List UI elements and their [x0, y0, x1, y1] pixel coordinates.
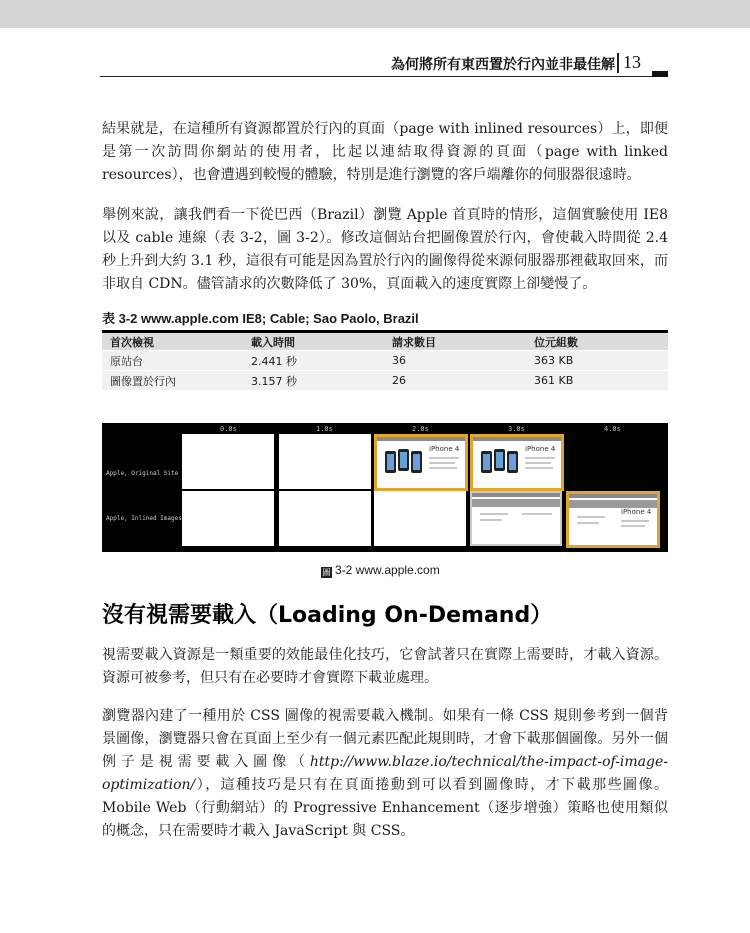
paragraph-4 [102, 705, 668, 843]
image-band [569, 500, 657, 508]
text-line [577, 516, 605, 518]
text-line [522, 513, 552, 515]
phone-screen [483, 454, 490, 470]
text-line [621, 525, 645, 527]
table-cell: 原站台 [102, 351, 243, 371]
phone-screen [387, 454, 394, 470]
frame-blank [279, 491, 371, 546]
top-gray-band [0, 0, 750, 28]
header-marker [652, 71, 668, 77]
table-row [102, 371, 668, 391]
section-title: 沒有視需要載入（Loading On-Demand） [102, 603, 553, 628]
table-cell: 圖像置於行內 [102, 371, 243, 391]
frame-loaded [566, 491, 660, 548]
phone-image [385, 451, 396, 473]
text-line [525, 462, 551, 464]
text-line [525, 467, 553, 469]
frame-title: iPhone 4 [621, 508, 652, 516]
table-cell: 3.157 秒 [243, 371, 384, 391]
phone-image [494, 449, 505, 471]
time-tick: 2.0s [412, 425, 429, 433]
text-line [480, 519, 502, 521]
paragraph-4-text: ），這種技巧是只有在頁面捲動到可以看到圖像時，才下載那些圖像。Mobile Web（行動網站）的 Progressive Enhancement（逐步增強）策略也使用類似的概念，只在需要時才載入 JavaScript 與 CSS。 [102, 777, 668, 839]
text-line [621, 520, 649, 522]
filmstrip-figure [102, 423, 668, 552]
header-cell: 載入時間 [243, 333, 384, 351]
phone-screen [509, 454, 516, 470]
phone-image [481, 451, 492, 473]
phone-screen [400, 452, 407, 468]
phone-image [507, 451, 518, 473]
text-line [429, 467, 457, 469]
time-tick: 1.0s [316, 425, 333, 433]
row-label-inlined: Apple, Inlined Images [106, 515, 182, 522]
paragraph-4-text: 瀏覽器內建了一種用於 CSS 圖像的視需要載入機制。如果有一條 CSS 規則參考到一個背景圖像，瀏覽器只會在頁面上至少有一個元素匹配此規則時，才會下載那個圖像。另外一個例子是視需要載入圖像（ [102, 708, 668, 770]
frame-title: iPhone 4 [429, 445, 460, 453]
mini-nav [473, 437, 561, 441]
frame-partial [470, 491, 562, 546]
phone-image [411, 451, 422, 473]
table-cell: 363 KB [526, 351, 668, 371]
row-label-original: Apple, Original Site [106, 470, 179, 477]
text-line [429, 457, 459, 459]
mini-nav [472, 493, 560, 497]
header-cell: 請求數目 [384, 333, 526, 351]
figure-caption-text: 3-2 www.apple.com [335, 563, 440, 577]
header-cell: 首次檢視 [102, 333, 243, 351]
frame-blank [279, 434, 371, 489]
text-line [525, 457, 555, 459]
table-caption: 表 3-2 www.apple.com IE8; Cable; Sao Paolo, Brazil [102, 311, 419, 326]
paragraph-2: 舉例來說，讓我們看一下從巴西（Brazil）瀏覽 Apple 首頁時的情形，這個實驗使用 IE8 以及 cable 連線（表 3-2，圖 3-2）。修改這個站台把圖像置於行內，會使載入時間從 2.4 秒上升到大約 3.1 秒，這很有可能是因為置於行內的圖像得從來源伺服器那裡截取回來，而非取自 CDN。儘管請求的次數降低了 30%，頁面載入的速度實際上卻變慢了。 [102, 207, 668, 292]
mini-nav [377, 437, 465, 441]
frame-loaded [374, 434, 468, 491]
phone-screen [496, 452, 503, 468]
running-header [0, 50, 750, 80]
frame-blank [374, 491, 466, 546]
image-band [472, 499, 560, 507]
header-separator [617, 53, 619, 73]
paragraph-1: 結果就是，在這種所有資源都置於行內的頁面（page with inlined resources）上，即便是第一次訪問你網站的使用者，比起以連結取得資源的頁面（page with linked resources），也會遭遇到較慢的體驗，特別是進行瀏覽的客戶端離你的伺服器很遠時。 [102, 121, 668, 183]
frame-blank [182, 434, 274, 489]
time-tick: 4.0s [604, 425, 621, 433]
article-link[interactable]: http://www.blaze.io/technical/the-impact-of-image-optimization/ [102, 754, 668, 793]
table-cell: 26 [384, 371, 526, 391]
results-table [102, 333, 668, 390]
page-number: 13 [623, 52, 641, 72]
table-row [102, 351, 668, 371]
phone-screen [413, 454, 420, 470]
frame-loaded [470, 434, 564, 491]
figure-caption [321, 563, 440, 578]
phone-image [398, 449, 409, 471]
frame-title: iPhone 4 [525, 445, 556, 453]
table-cell: 361 KB [526, 371, 668, 391]
time-tick: 0.0s [220, 425, 237, 433]
text-line [429, 462, 455, 464]
header-cell: 位元組數 [526, 333, 668, 351]
paragraph-3: 視需要載入資源是一類重要的效能最佳化技巧，它會試著只在實際上需要時，才載入資源。資源可被參考，但只有在必要時才會實際下載並處理。 [102, 647, 668, 686]
time-tick: 3.0s [508, 425, 525, 433]
text-line [480, 513, 508, 515]
figure-icon: 圖 [322, 568, 331, 577]
text-line [577, 522, 599, 524]
table-cell: 2.441 秒 [243, 351, 384, 371]
chapter-title: 為何將所有東西置於行內並非最佳解 [391, 57, 615, 73]
frame-blank [182, 491, 274, 546]
header-rule [100, 76, 652, 77]
table-header-row [102, 333, 668, 351]
table-cell: 36 [384, 351, 526, 371]
mini-nav [569, 494, 657, 498]
